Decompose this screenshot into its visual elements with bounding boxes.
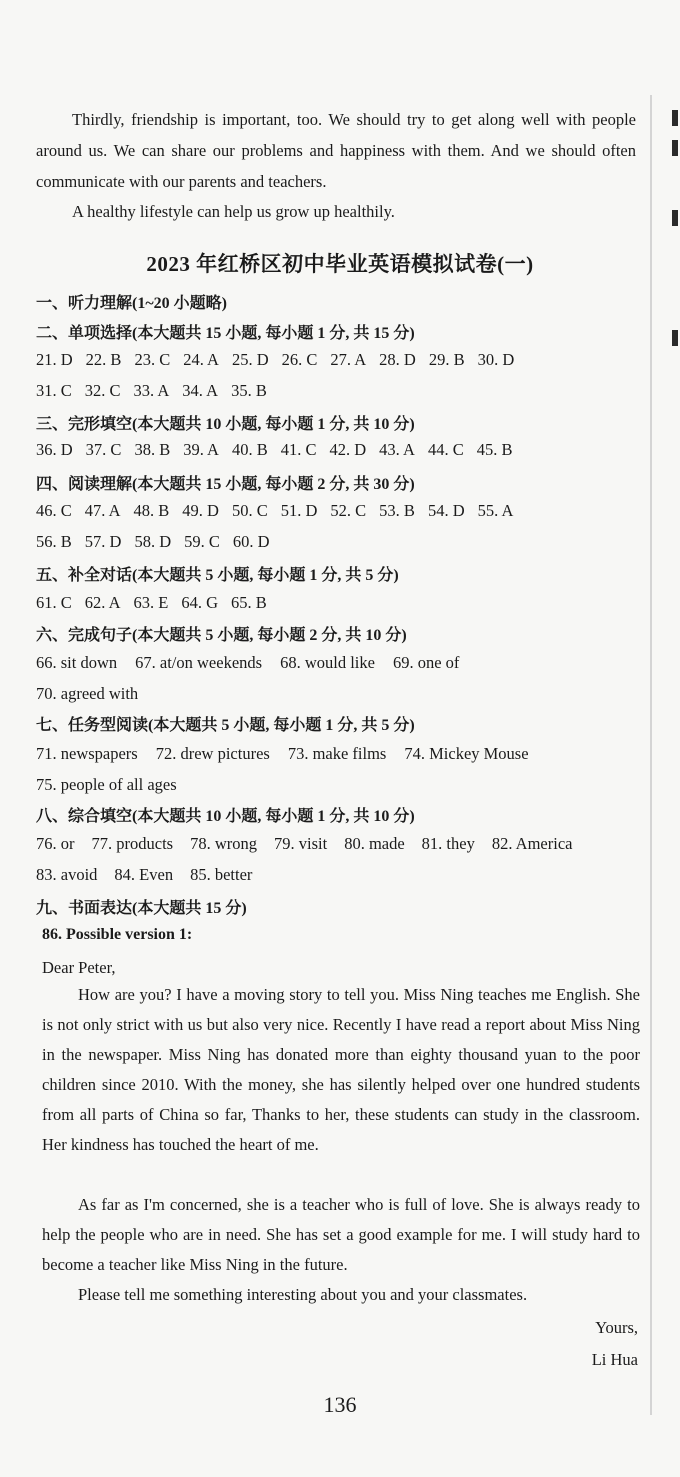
answer-row <box>36 653 459 673</box>
answer-item: 59. C <box>184 532 220 551</box>
answer-item: 35. B <box>231 381 267 400</box>
answer-row <box>36 532 270 552</box>
section-heading: 四、阅读理解(本大题共 15 小题, 每小题 2 分, 共 30 分) <box>36 476 415 493</box>
answer-item: 30. D <box>477 350 515 369</box>
answer-item: 57. D <box>84 532 122 551</box>
answer-item: 31. C <box>36 381 72 400</box>
answer-item: 75. people of all ages <box>36 775 177 794</box>
answer-item: 69. one of <box>392 653 460 672</box>
intro-paragraph-1 <box>36 104 636 197</box>
answer-item: 32. C <box>84 381 121 400</box>
section-heading: 九、书面表达(本大题共 15 分) <box>36 900 247 917</box>
essay-closing: Yours, <box>595 1318 638 1337</box>
answer-item: 28. D <box>379 350 416 369</box>
answer-item: 23. C <box>134 350 171 369</box>
column-divider <box>650 95 652 1415</box>
essay-paragraph-3 <box>42 1280 640 1310</box>
section-heading: 六、完成句子(本大题共 5 小题, 每小题 2 分, 共 10 分) <box>36 627 407 644</box>
edge-mark <box>672 330 678 346</box>
answer-item: 51. D <box>280 501 318 520</box>
answer-item: 85. better <box>190 865 253 884</box>
answer-item: 22. B <box>85 350 122 369</box>
answer-item: 47. A <box>84 501 121 520</box>
answer-item: 80. made <box>344 834 405 853</box>
answer-item: 78. wrong <box>190 834 257 853</box>
section-heading: 二、单项选择(本大题共 15 小题, 每小题 1 分, 共 15 分) <box>36 325 415 342</box>
answer-item: 52. C <box>330 501 367 520</box>
edge-mark <box>672 140 678 156</box>
answer-item: 64. G <box>181 593 219 612</box>
essay-text-1: How are you? I have a moving story to tell you. Miss Ning teaches me English. She is not only strict with us but also very nice. Recently I have read a report about Miss Ning in the newspaper. Miss Ning has donated more than eighty thousand yuan to the poor children since 2010. With the money, she has silently helped over one hundred students from all parts of China so far, Thanks to her, these students can study in the classroom. Her kindness has touched the heart of me. <box>42 985 640 1154</box>
answer-item: 43. A <box>379 440 415 459</box>
answer-item: 62. A <box>84 593 121 612</box>
answer-item: 82. America <box>491 834 573 853</box>
answer-item: 55. A <box>477 501 514 520</box>
section-heading: 一、听力理解(1~20 小题略) <box>36 295 227 312</box>
answer-item: 68. would like <box>280 653 375 672</box>
answer-item: 24. A <box>183 350 219 369</box>
essay-paragraph-2 <box>42 1190 640 1280</box>
answer-item: 76. or <box>36 834 75 853</box>
answer-item: 56. B <box>36 532 72 551</box>
answer-item: 70. agreed with <box>36 684 139 703</box>
answer-item: 58. D <box>134 532 172 551</box>
answer-row <box>36 775 177 795</box>
answer-item: 71. newspapers <box>36 744 138 763</box>
answer-row <box>36 350 514 370</box>
answer-item: 66. sit down <box>36 653 118 672</box>
answer-item: 84. Even <box>114 865 174 884</box>
answer-item: 46. C <box>36 501 72 520</box>
page-number: 136 <box>323 1392 357 1417</box>
answer-item: 37. C <box>85 440 122 459</box>
answer-row <box>36 593 267 613</box>
intro-paragraph-2 <box>36 196 636 227</box>
answer-item: 74. Mickey Mouse <box>404 744 529 763</box>
answer-item: 36. D <box>36 440 73 459</box>
answer-item: 65. B <box>231 593 267 612</box>
answer-item: 50. C <box>231 501 268 520</box>
answer-item: 72. drew pictures <box>155 744 270 763</box>
answer-item: 41. C <box>280 440 317 459</box>
answer-row <box>36 501 513 521</box>
answer-item: 53. B <box>379 501 415 520</box>
edge-mark <box>672 210 678 226</box>
answer-item: 83. avoid <box>36 865 98 884</box>
essay-signature: Li Hua <box>591 1350 638 1369</box>
essay-text-3: Please tell me something interesting about you and your classmates. <box>78 1285 528 1304</box>
answer-row <box>36 865 252 885</box>
exam-title: 2023 年红桥区初中毕业英语模拟试卷(一) <box>146 252 534 276</box>
answer-row <box>36 744 529 764</box>
answer-item: 81. they <box>421 834 475 853</box>
essay-heading: 86. Possible version 1: <box>42 926 193 943</box>
answer-item: 21. D <box>36 350 73 369</box>
section-heading: 七、任务型阅读(本大题共 5 小题, 每小题 1 分, 共 5 分) <box>36 717 415 734</box>
answer-item: 40. B <box>231 440 268 459</box>
answer-item: 45. B <box>476 440 513 459</box>
answer-item: 29. B <box>428 350 465 369</box>
answer-item: 61. C <box>36 593 72 612</box>
answer-item: 27. A <box>330 350 367 369</box>
answer-item: 49. D <box>182 501 219 520</box>
answer-item: 33. A <box>133 381 170 400</box>
answer-item: 42. D <box>329 440 367 459</box>
essay-paragraph-1 <box>42 980 640 1160</box>
answer-item: 54. D <box>427 501 465 520</box>
answer-item: 25. D <box>231 350 269 369</box>
section-heading: 五、补全对话(本大题共 5 小题, 每小题 1 分, 共 5 分) <box>36 567 399 584</box>
answer-row <box>36 684 138 704</box>
answer-item: 60. D <box>232 532 270 551</box>
answer-item: 79. visit <box>274 834 328 853</box>
answer-row <box>36 440 512 460</box>
answer-item: 77. products <box>91 834 174 853</box>
edge-mark <box>672 110 678 126</box>
answer-item: 26. C <box>281 350 318 369</box>
intro-text-1: Thirdly, friendship is important, too. We should try to get along well with people around us. We can share our problems and happiness with them. And we should often communicate with our parents and teachers. <box>36 110 636 191</box>
answer-item: 67. at/on weekends <box>135 653 263 672</box>
answer-item: 39. A <box>183 440 219 459</box>
section-heading: 三、完形填空(本大题共 10 小题, 每小题 1 分, 共 10 分) <box>36 416 415 433</box>
answer-item: 38. B <box>134 440 171 459</box>
answer-row <box>36 381 267 401</box>
answer-item: 44. C <box>427 440 464 459</box>
answer-item: 73. make films <box>287 744 387 763</box>
essay-text-2: As far as I'm concerned, she is a teacher who is full of love. She is always ready to help the people who are in need. She has set a good example for me. I will study hard to become a teacher like Miss Ning in the future. <box>42 1195 640 1274</box>
answer-row <box>36 834 572 854</box>
essay-greeting: Dear Peter, <box>42 958 116 977</box>
answer-item: 63. E <box>133 593 169 612</box>
section-heading: 八、综合填空(本大题共 10 小题, 每小题 1 分, 共 10 分) <box>36 808 415 825</box>
answer-item: 34. A <box>182 381 219 400</box>
intro-text-2: A healthy lifestyle can help us grow up healthily. <box>72 202 395 221</box>
answer-item: 48. B <box>133 501 170 520</box>
